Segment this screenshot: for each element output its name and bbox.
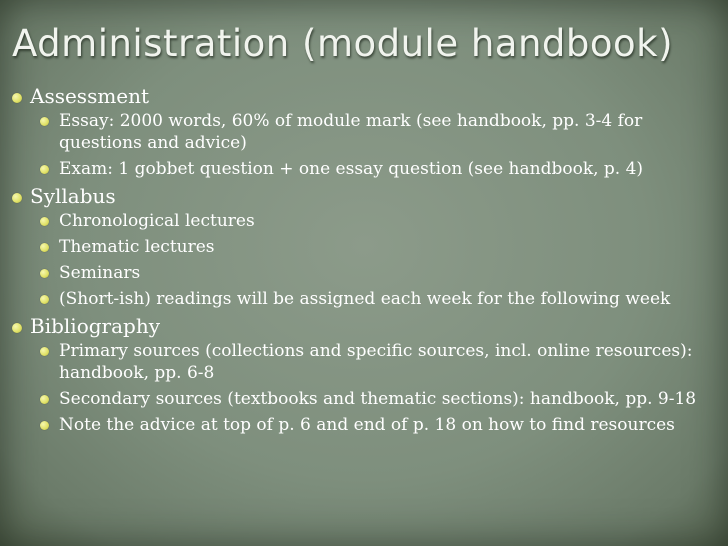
bullet-icon — [40, 295, 49, 304]
bullet-list — [10, 84, 710, 440]
bullet-icon — [40, 243, 49, 252]
sub-list — [30, 340, 710, 436]
bullet-icon — [12, 93, 22, 103]
list-item — [33, 158, 710, 180]
bullet-icon — [40, 347, 49, 356]
bullet-icon — [40, 269, 49, 278]
bullet-icon — [40, 217, 49, 226]
list-item — [33, 340, 710, 384]
section-label: Assessment — [30, 84, 150, 108]
section-assessment — [10, 84, 710, 180]
bullet-icon — [12, 193, 22, 203]
list-item — [33, 414, 710, 436]
bullet-icon — [40, 165, 49, 174]
list-item-text: Secondary sources (textbooks and thematic sections): handbook, pp. 9-18 — [59, 389, 697, 409]
sub-list — [30, 110, 710, 180]
bullet-icon — [40, 395, 49, 404]
section-syllabus — [10, 184, 710, 310]
list-item-text: Chronological lectures — [59, 211, 255, 231]
list-item-text: Thematic lectures — [59, 237, 215, 257]
list-item-text: Note the advice at top of p. 6 and end of p. 18 on how to find resources — [59, 415, 675, 435]
list-item — [33, 110, 710, 154]
list-item — [33, 288, 710, 310]
sub-list — [30, 210, 710, 310]
slide-title: Administration (module handbook) — [12, 22, 674, 65]
bullet-icon — [40, 117, 49, 126]
list-item-text: Exam: 1 gobbet question + one essay question (see handbook, p. 4) — [59, 159, 644, 179]
list-item-text: Primary sources (collections and specific sources, incl. online resources): handbook, pp. 6-8 — [59, 341, 693, 383]
list-item — [33, 236, 710, 258]
section-label: Syllabus — [30, 184, 116, 208]
bullet-icon — [12, 323, 22, 333]
bullet-icon — [40, 421, 49, 430]
list-item — [33, 388, 710, 410]
list-item-text: Seminars — [59, 263, 141, 283]
list-item-text: Essay: 2000 words, 60% of module mark (see handbook, pp. 3-4 for questions and advice) — [59, 111, 643, 153]
list-item — [33, 262, 710, 284]
list-item-text: (Short-ish) readings will be assigned each week for the following week — [59, 289, 671, 309]
section-bibliography — [10, 314, 710, 436]
list-item — [33, 210, 710, 232]
section-label: Bibliography — [30, 314, 160, 338]
